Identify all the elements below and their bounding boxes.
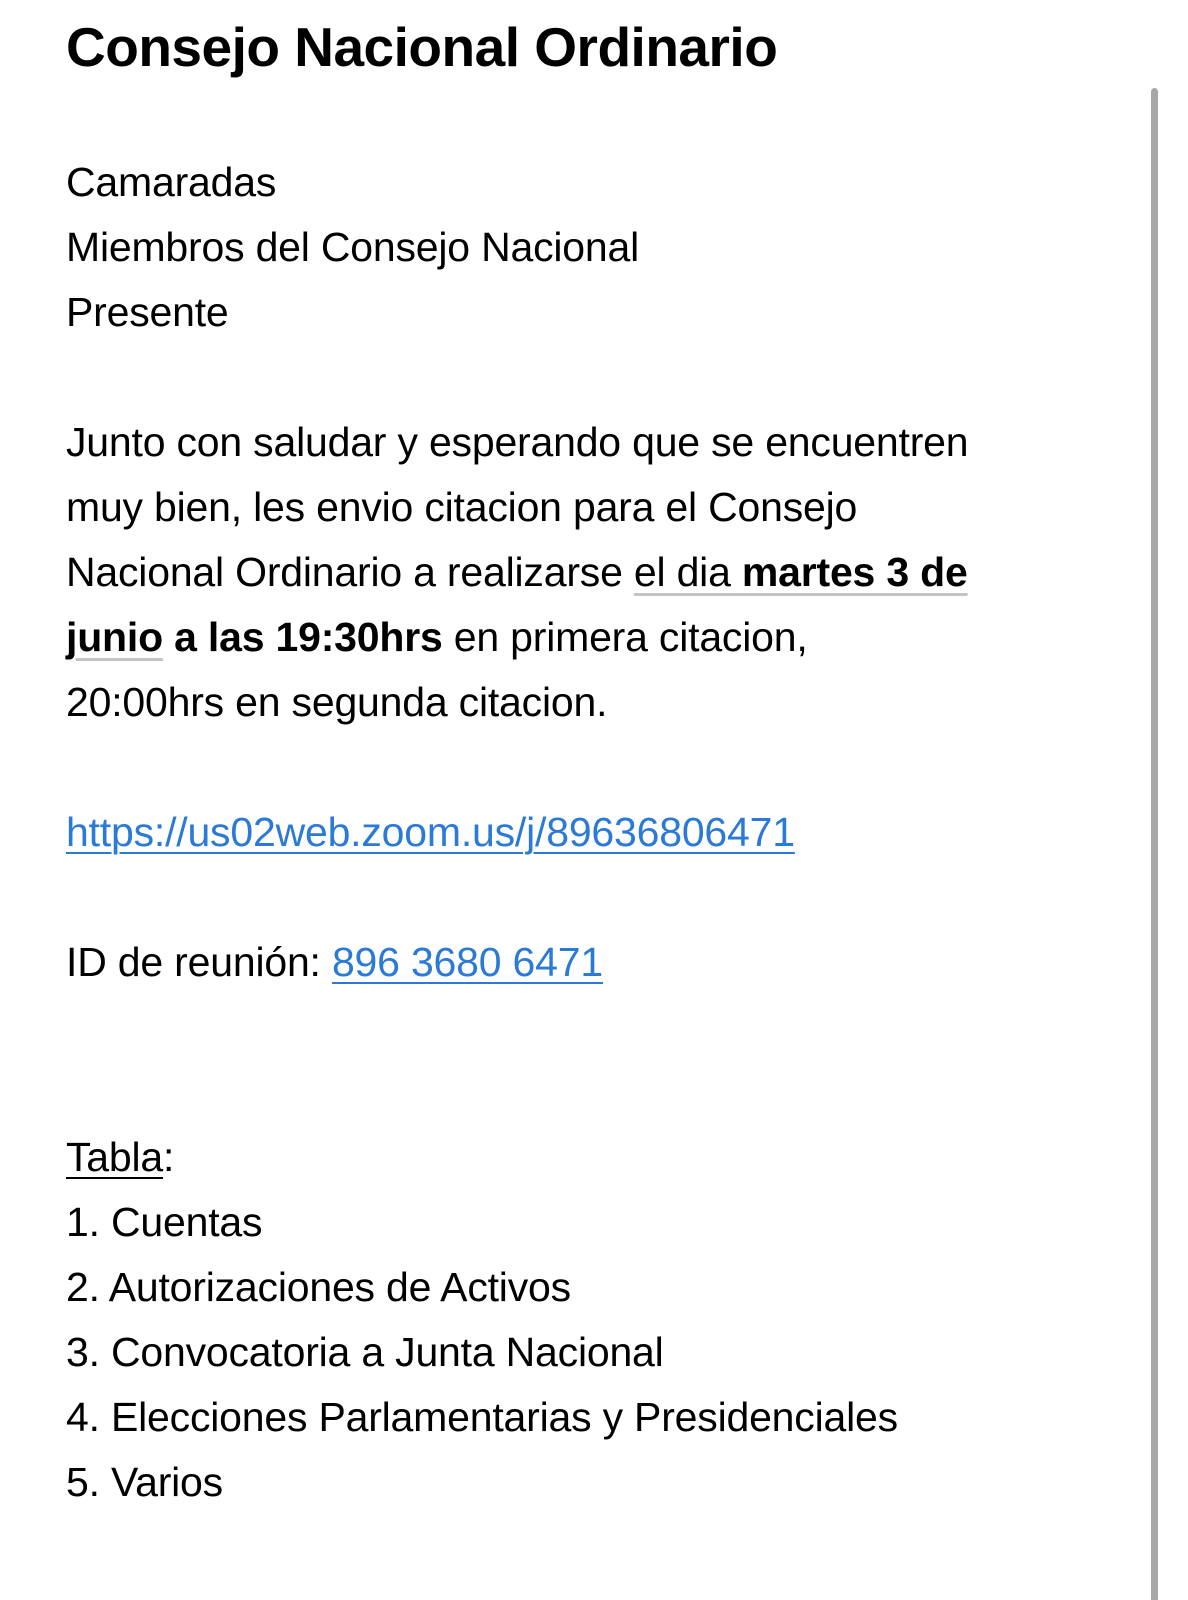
time-bold-text: a las 19:30hrs <box>162 614 443 660</box>
agenda-item: 5. Varios <box>66 1459 223 1505</box>
agenda-heading-colon: : <box>163 1134 175 1180</box>
salutation-line-2: Miembros del Consejo Nacional <box>66 224 640 270</box>
vertical-scrollbar[interactable] <box>1151 88 1158 1600</box>
salutation-line-1: Camaradas <box>66 159 277 205</box>
zoom-meeting-link[interactable]: https://us02web.zoom.us/j/89636806471 <box>66 809 795 855</box>
body-line-4 <box>66 605 808 670</box>
agenda-heading <box>66 1125 174 1190</box>
document-title: Consejo Nacional Ordinario <box>66 16 778 78</box>
agenda-item: 2. Autorizaciones de Activos <box>66 1264 571 1310</box>
salutation-line-3: Presente <box>66 289 229 335</box>
meeting-id-label: ID de reunión: <box>66 939 332 985</box>
meeting-id-phone-link[interactable]: 896 3680 6471 <box>331 939 603 985</box>
meeting-id-line <box>66 930 603 995</box>
body-text: en primera citacion, <box>442 614 808 660</box>
date-text: el dia <box>633 549 742 595</box>
body-text: Nacional Ordinario a realizarse <box>66 549 634 595</box>
date-detected-link[interactable] <box>634 549 968 595</box>
agenda-heading-text: Tabla <box>66 1134 164 1180</box>
agenda-item: 1. Cuentas <box>66 1199 263 1245</box>
body-line-1: Junto con saludar y esperando que se encuentren <box>66 419 969 465</box>
body-line-3 <box>66 540 968 605</box>
date-bold-text: martes 3 de <box>741 549 968 595</box>
meeting-link-line <box>66 800 795 865</box>
body-line-2: muy bien, les envio citacion para el Consejo <box>66 484 858 530</box>
agenda-item: 4. Elecciones Parlamentarias y Presidenciales <box>66 1394 898 1440</box>
agenda-item: 3. Convocatoria a Junta Nacional <box>66 1329 664 1375</box>
body-line-5: 20:00hrs en segunda citacion. <box>66 679 608 725</box>
date-detected-link-continued[interactable]: junio <box>66 614 163 660</box>
